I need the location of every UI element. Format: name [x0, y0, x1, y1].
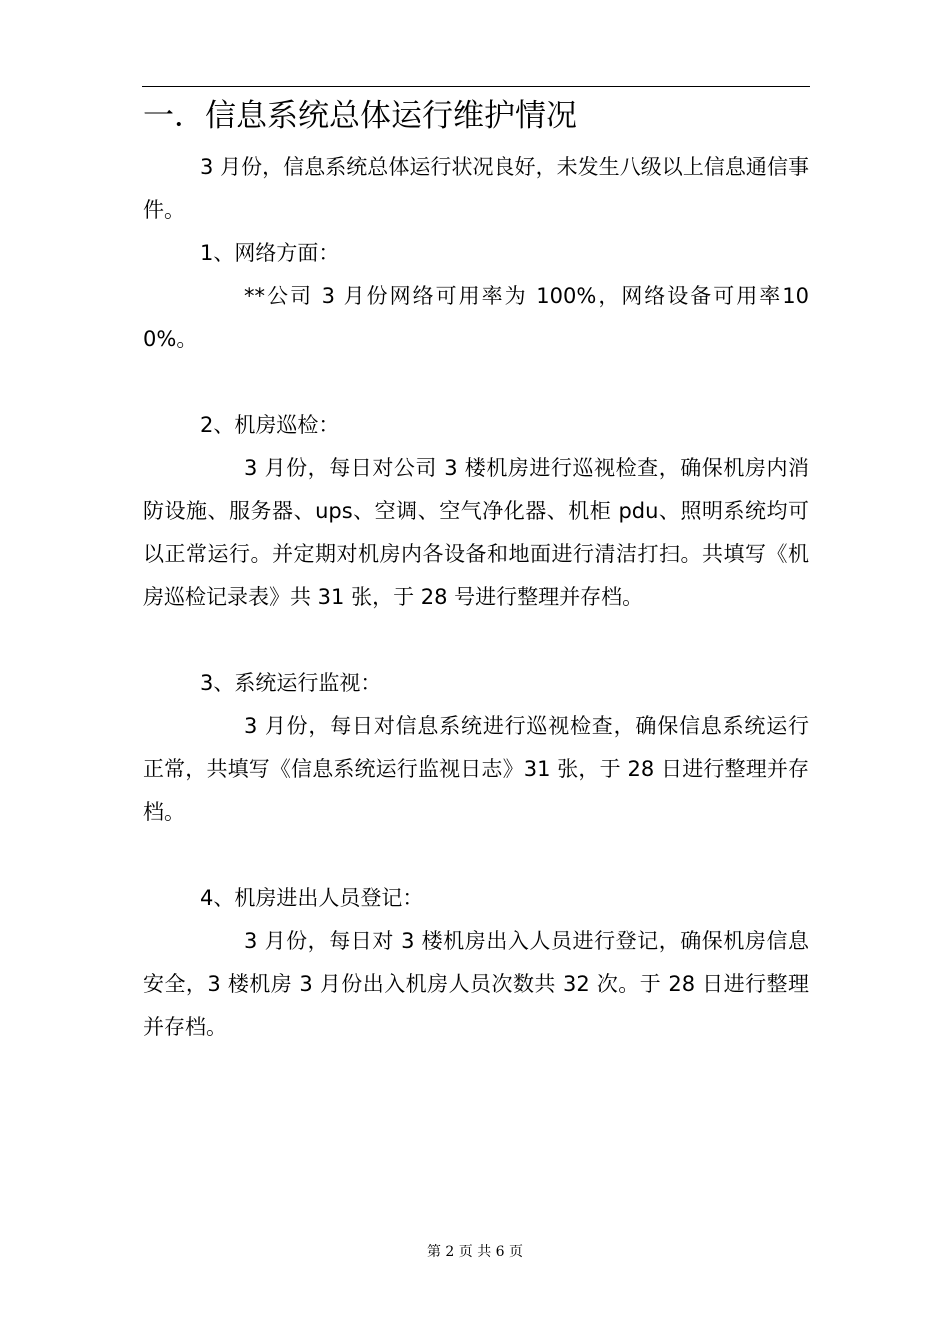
access-registration-title: 4、机房进出人员登记：	[200, 886, 424, 910]
section-heading: 一．信息系统总体运行维护情况	[143, 98, 577, 134]
intro-paragraph: 3 月份，信息系统总体运行状况良好，未发生八级以上信息通信事件。	[143, 155, 809, 222]
machine-room-inspection-body: 3 月份，每日对公司 3 楼机房进行巡视检查，确保机房内消防设施、服务器、ups、空调、空气净化器、机柜 pdu、照明系统均可以正常运行。并定期对机房内各设备和地面进行清洁打扫。共填写《机房巡检记录表》共 31 张，于 28 号进行整理并存档。	[143, 456, 809, 609]
blank-line	[143, 619, 809, 662]
header-rule	[142, 86, 810, 87]
system-monitoring-title: 3、系统运行监视：	[200, 671, 382, 695]
access-registration-body: 3 月份，每日对 3 楼机房出入人员进行登记，确保机房信息安全，3 楼机房 3 月份出入机房人员次数共 32 次。于 28 日进行整理并存档。	[143, 929, 809, 1039]
network-section-body: **公司 3 月份网络可用率为 100%，网络设备可用率100%。	[143, 284, 809, 351]
document-body	[143, 90, 809, 1049]
machine-room-inspection-title: 2、机房巡检：	[200, 413, 340, 437]
blank-line	[143, 361, 809, 404]
page-number-footer: 第 2 页 共 6 页	[426, 1244, 524, 1260]
blank-line	[143, 834, 809, 877]
network-section-title: 1、网络方面：	[200, 241, 340, 265]
system-monitoring-body: 3 月份，每日对信息系统进行巡视检查，确保信息系统运行正常，共填写《信息系统运行监视日志》31 张，于 28 日进行整理并存档。	[143, 714, 809, 824]
